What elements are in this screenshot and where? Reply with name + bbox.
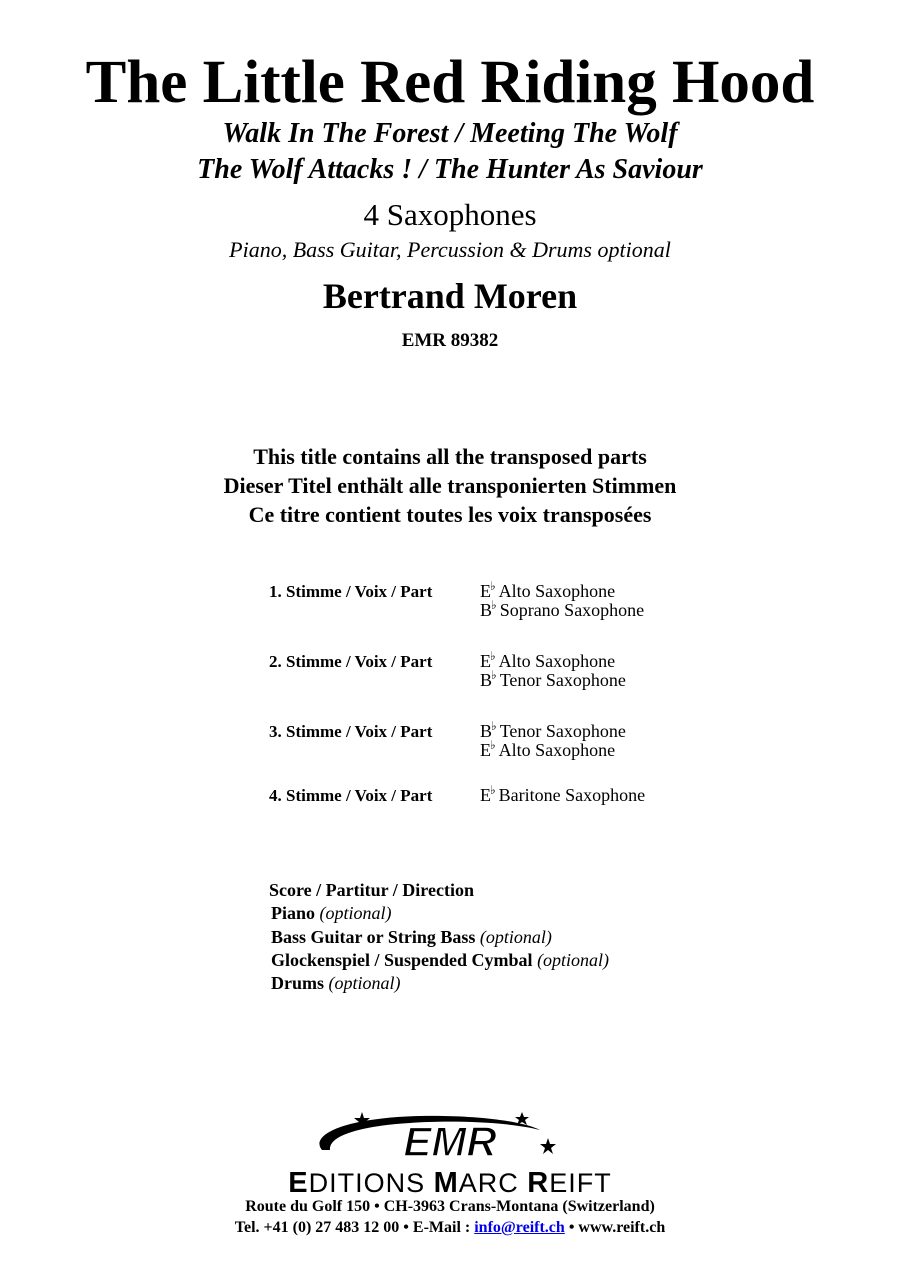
- part-1-instrument-2: B♭ Soprano Saxophone: [480, 598, 645, 620]
- flat-icon: ♭: [490, 738, 496, 752]
- flat-icon: ♭: [491, 719, 497, 733]
- bass-line: Bass Guitar or String Bass (optional): [271, 927, 552, 947]
- instrumentation: 4 Saxophones: [363, 197, 537, 232]
- part-2-label: 2. Stimme / Voix / Part: [269, 652, 433, 671]
- part-3-label: 3. Stimme / Voix / Part: [269, 722, 433, 741]
- part-3-instrument-1: B♭ Tenor Saxophone: [480, 719, 626, 741]
- flat-icon: ♭: [491, 668, 497, 682]
- publisher-contact: Tel. +41 (0) 27 483 12 00 • E-Mail : info@reift.ch • www.reift.ch: [234, 1219, 666, 1236]
- part-2-instrument-1: E♭ Alto Saxophone: [480, 649, 616, 671]
- publisher-name: EDITIONS MARC REIFT: [288, 1167, 612, 1199]
- part-2-instrument-2: B♭ Tenor Saxophone: [480, 668, 626, 690]
- flat-icon: ♭: [490, 649, 496, 663]
- star-icon: [540, 1138, 556, 1154]
- emr-logo: [300, 1108, 600, 1168]
- page-title: The Little Red Riding Hood: [85, 49, 815, 116]
- part-3-instrument-2: E♭ Alto Saxophone: [480, 738, 616, 760]
- email-link[interactable]: info@reift.ch: [474, 1219, 565, 1236]
- optional-instruments: Piano, Bass Guitar, Percussion & Drums optional: [229, 237, 671, 262]
- part-1-instrument-1: E♭ Alto Saxophone: [480, 579, 616, 601]
- logo-text: EMR: [403, 1118, 497, 1165]
- notice-german: Dieser Titel enthält alle transponierten Stimmen: [223, 473, 677, 498]
- flat-icon: ♭: [490, 783, 496, 797]
- glockenspiel-line: Glockenspiel / Suspended Cymbal (optional): [271, 950, 610, 970]
- catalog-number: EMR 89382: [401, 330, 499, 351]
- notice-french: Ce titre contient toutes les voix transposées: [248, 502, 652, 527]
- drums-line: Drums (optional): [271, 973, 401, 993]
- score-line: Score / Partitur / Direction: [269, 880, 474, 900]
- publisher-address: Route du Golf 150 • CH-3963 Crans-Montana (Switzerland): [245, 1198, 655, 1215]
- flat-icon: ♭: [491, 598, 497, 612]
- part-1-label: 1. Stimme / Voix / Part: [269, 582, 433, 601]
- notice-english: This title contains all the transposed parts: [253, 444, 647, 469]
- part-4-label: 4. Stimme / Voix / Part: [269, 786, 433, 805]
- piano-line: Piano (optional): [271, 903, 392, 923]
- part-4-instrument-1: E♭ Baritone Saxophone: [480, 783, 646, 805]
- composer-name: Bertrand Moren: [322, 276, 578, 316]
- subtitle-line-1: Walk In The Forest / Meeting The Wolf: [222, 118, 678, 149]
- subtitle-line-2: The Wolf Attacks ! / The Hunter As Saviour: [197, 154, 703, 185]
- flat-icon: ♭: [490, 579, 496, 593]
